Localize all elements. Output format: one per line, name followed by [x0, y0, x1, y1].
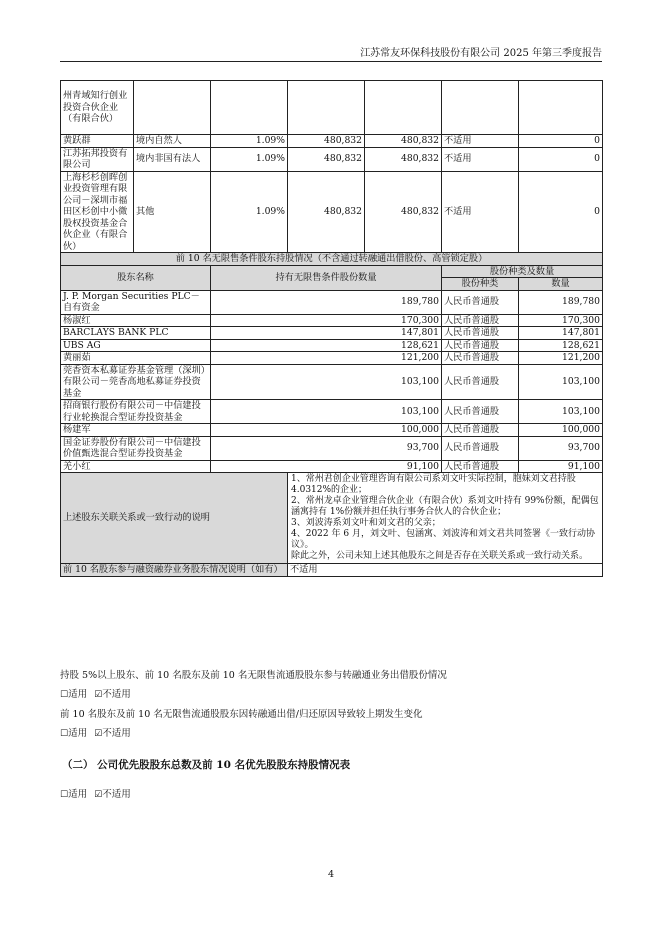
page-header: 江苏常友环保科技股份有限公司 2025 年第三季度报告 — [360, 48, 602, 59]
unrestricted-qty: 103,100 — [211, 364, 442, 400]
holding-shares — [288, 81, 365, 135]
share-num: 170,300 — [519, 314, 603, 327]
restricted-shares: 480,832 — [365, 135, 442, 148]
shareholder-table-wrap — [60, 80, 602, 577]
page-number: 4 — [327, 869, 335, 880]
table-row — [61, 400, 603, 424]
table-row — [61, 290, 603, 314]
unrestricted-qty: 128,621 — [211, 339, 442, 352]
share-num: 128,621 — [519, 339, 603, 352]
margin-value: 不适用 — [288, 564, 603, 577]
unrestricted-qty: 170,300 — [211, 314, 442, 327]
table-row — [61, 314, 603, 327]
holder-name: 招商银行股份有限公司－中信建投行业轮换混合型证券投资基金 — [61, 400, 211, 424]
relation-row — [61, 473, 603, 564]
column-header-row — [61, 265, 603, 278]
table-row — [61, 327, 603, 340]
unrestricted-title: 前 10 名无限售条件股东持股情况（不含通过转融通出借股份、高管锁定股） — [61, 253, 603, 266]
share-type: 人民币普通股 — [442, 364, 519, 400]
relation-line: 1、常州君创企业管理咨询有限公司系刘文叶实际控制，胞妹刘文君持股 4.0312%的企业； — [291, 474, 576, 495]
table-row — [61, 147, 603, 171]
holding-pct: 1.09% — [211, 171, 288, 253]
option-applicable: 适用 — [68, 789, 88, 800]
pledge-status: 不适用 — [442, 171, 519, 253]
relation-line: 3、刘波涛系刘文叶和刘文君的父亲； — [291, 518, 441, 528]
holding-shares: 480,832 — [288, 147, 365, 171]
share-num: 103,100 — [519, 364, 603, 400]
table-row — [61, 171, 603, 253]
share-num: 91,100 — [519, 460, 603, 473]
checked-box-icon: ☑ — [94, 690, 103, 700]
column-header-num: 数量 — [519, 278, 603, 291]
share-type: 人民币普通股 — [442, 339, 519, 352]
column-header-type-group: 股份种类及数量 — [442, 265, 603, 278]
shareholder-table — [60, 80, 603, 577]
unrestricted-qty: 147,801 — [211, 327, 442, 340]
share-num: 121,200 — [519, 352, 603, 365]
unrestricted-qty: 91,100 — [211, 460, 442, 473]
column-header-type: 股份种类 — [442, 278, 519, 291]
holder-type: 境内自然人 — [134, 135, 211, 148]
holder-name: 杨建军 — [61, 424, 211, 437]
unchecked-box-icon: ☐ — [60, 729, 69, 739]
holder-type — [134, 81, 211, 135]
restricted-shares — [365, 81, 442, 135]
pledge-qty: 0 — [519, 135, 603, 148]
table-row — [61, 352, 603, 365]
share-type: 人民币普通股 — [442, 400, 519, 424]
holder-name: 黄跃群 — [61, 135, 134, 148]
holder-name: J. P. Morgan Securities PLC－自有资金 — [61, 290, 211, 314]
holding-pct — [211, 81, 288, 135]
holder-name: 杨淑红 — [61, 314, 211, 327]
share-type: 人民币普通股 — [442, 424, 519, 437]
share-type: 人民币普通股 — [442, 314, 519, 327]
column-header-name: 股东名称 — [61, 265, 211, 290]
share-num: 189,780 — [519, 290, 603, 314]
checked-box-icon: ☑ — [94, 729, 103, 739]
lending-options — [60, 686, 131, 700]
header-rule — [60, 61, 602, 62]
holder-name: 黄丽茹 — [61, 352, 211, 365]
holder-name: 州青域知行创业投资合伙企业（有限合伙） — [61, 81, 134, 135]
share-num: 103,100 — [519, 400, 603, 424]
table-row — [61, 460, 603, 473]
margin-row — [61, 564, 603, 577]
share-num: 93,700 — [519, 436, 603, 460]
holder-name: UBS AG — [61, 339, 211, 352]
table-row — [61, 135, 603, 148]
holding-shares: 480,832 — [288, 171, 365, 253]
option-applicable: 适用 — [68, 689, 88, 700]
holder-type: 境内非国有法人 — [134, 147, 211, 171]
checked-box-icon: ☑ — [94, 790, 103, 800]
relation-line: 4、2022 年 6 月，刘文叶、包涵寓、刘波涛和刘文君共同签署《一致行动协议》。 — [291, 529, 595, 550]
column-header-qty: 持有无限售条件股份数量 — [211, 265, 442, 290]
table-row — [61, 339, 603, 352]
pledge-status: 不适用 — [442, 135, 519, 148]
restricted-shares: 480,832 — [365, 147, 442, 171]
holder-name: BARCLAYS BANK PLC — [61, 327, 211, 340]
table-row — [61, 424, 603, 437]
pledge-status — [442, 81, 519, 135]
holder-name: 上海杉杉创晖创业投资管理有限公司－深圳市福田区杉创中小微股权投资基金合伙企业（有限合伙） — [61, 171, 134, 253]
section-heading: （二） 公司优先股股东总数及前 10 名优先股股东持股情况表 — [62, 759, 351, 771]
pledge-qty — [519, 81, 603, 135]
option-not-applicable: 不适用 — [102, 728, 131, 739]
share-type: 人民币普通股 — [442, 327, 519, 340]
holder-name: 江苏拓邦投资有限公司 — [61, 147, 134, 171]
holder-name: 羌小红 — [61, 460, 211, 473]
share-type: 人民币普通股 — [442, 436, 519, 460]
option-not-applicable: 不适用 — [102, 689, 131, 700]
holder-name: 莞香资本私募证券基金管理（深圳）有限公司－莞香高地私募证券投资基金 — [61, 364, 211, 400]
holding-pct: 1.09% — [211, 135, 288, 148]
holder-type: 其他 — [134, 171, 211, 253]
share-num: 147,801 — [519, 327, 603, 340]
table-row — [61, 364, 603, 400]
share-num: 100,000 — [519, 424, 603, 437]
preferred-options — [60, 786, 131, 800]
holding-pct: 1.09% — [211, 147, 288, 171]
change-options — [60, 725, 131, 739]
pledge-status: 不适用 — [442, 147, 519, 171]
option-applicable: 适用 — [68, 728, 88, 739]
table-row — [61, 436, 603, 460]
relation-line: 2、常州龙卓企业管理合伙企业（有限合伙）系刘文叶持有 99%份额，配偶包涵寓持有 1%份额并担任执行事务合伙人的合伙企业； — [291, 496, 599, 517]
unrestricted-qty: 189,780 — [211, 290, 442, 314]
unrestricted-qty: 100,000 — [211, 424, 442, 437]
unchecked-box-icon: ☐ — [60, 690, 69, 700]
unrestricted-qty: 121,200 — [211, 352, 442, 365]
share-type: 人民币普通股 — [442, 290, 519, 314]
unrestricted-qty: 103,100 — [211, 400, 442, 424]
relation-notes — [288, 473, 603, 564]
share-type: 人民币普通股 — [442, 352, 519, 365]
change-paragraph: 前 10 名股东及前 10 名无限售流通股股东因转融通出借/归还原因导致较上期发生变化 — [60, 709, 423, 720]
relation-label: 上述股东关联关系或一致行动的说明 — [61, 473, 288, 564]
unchecked-box-icon: ☐ — [60, 790, 69, 800]
pledge-qty: 0 — [519, 171, 603, 253]
share-type: 人民币普通股 — [442, 460, 519, 473]
table-row — [61, 81, 603, 135]
holder-name: 国金证券股份有限公司－中信建投价值甄选混合型证券投资基金 — [61, 436, 211, 460]
pledge-qty: 0 — [519, 147, 603, 171]
restricted-shares: 480,832 — [365, 171, 442, 253]
option-not-applicable: 不适用 — [102, 789, 131, 800]
lending-paragraph: 持股 5%以上股东、前 10 名股东及前 10 名无限售流通股股东参与转融通业务出借股份情况 — [60, 670, 447, 681]
relation-line: 除此之外，公司未知上述其他股东之间是否存在关联关系或一致行动关系。 — [291, 551, 589, 561]
unrestricted-qty: 93,700 — [211, 436, 442, 460]
holding-shares: 480,832 — [288, 135, 365, 148]
margin-label: 前 10 名股东参与融资融券业务股东情况说明（如有） — [61, 564, 288, 577]
unrestricted-title-row — [61, 253, 603, 266]
